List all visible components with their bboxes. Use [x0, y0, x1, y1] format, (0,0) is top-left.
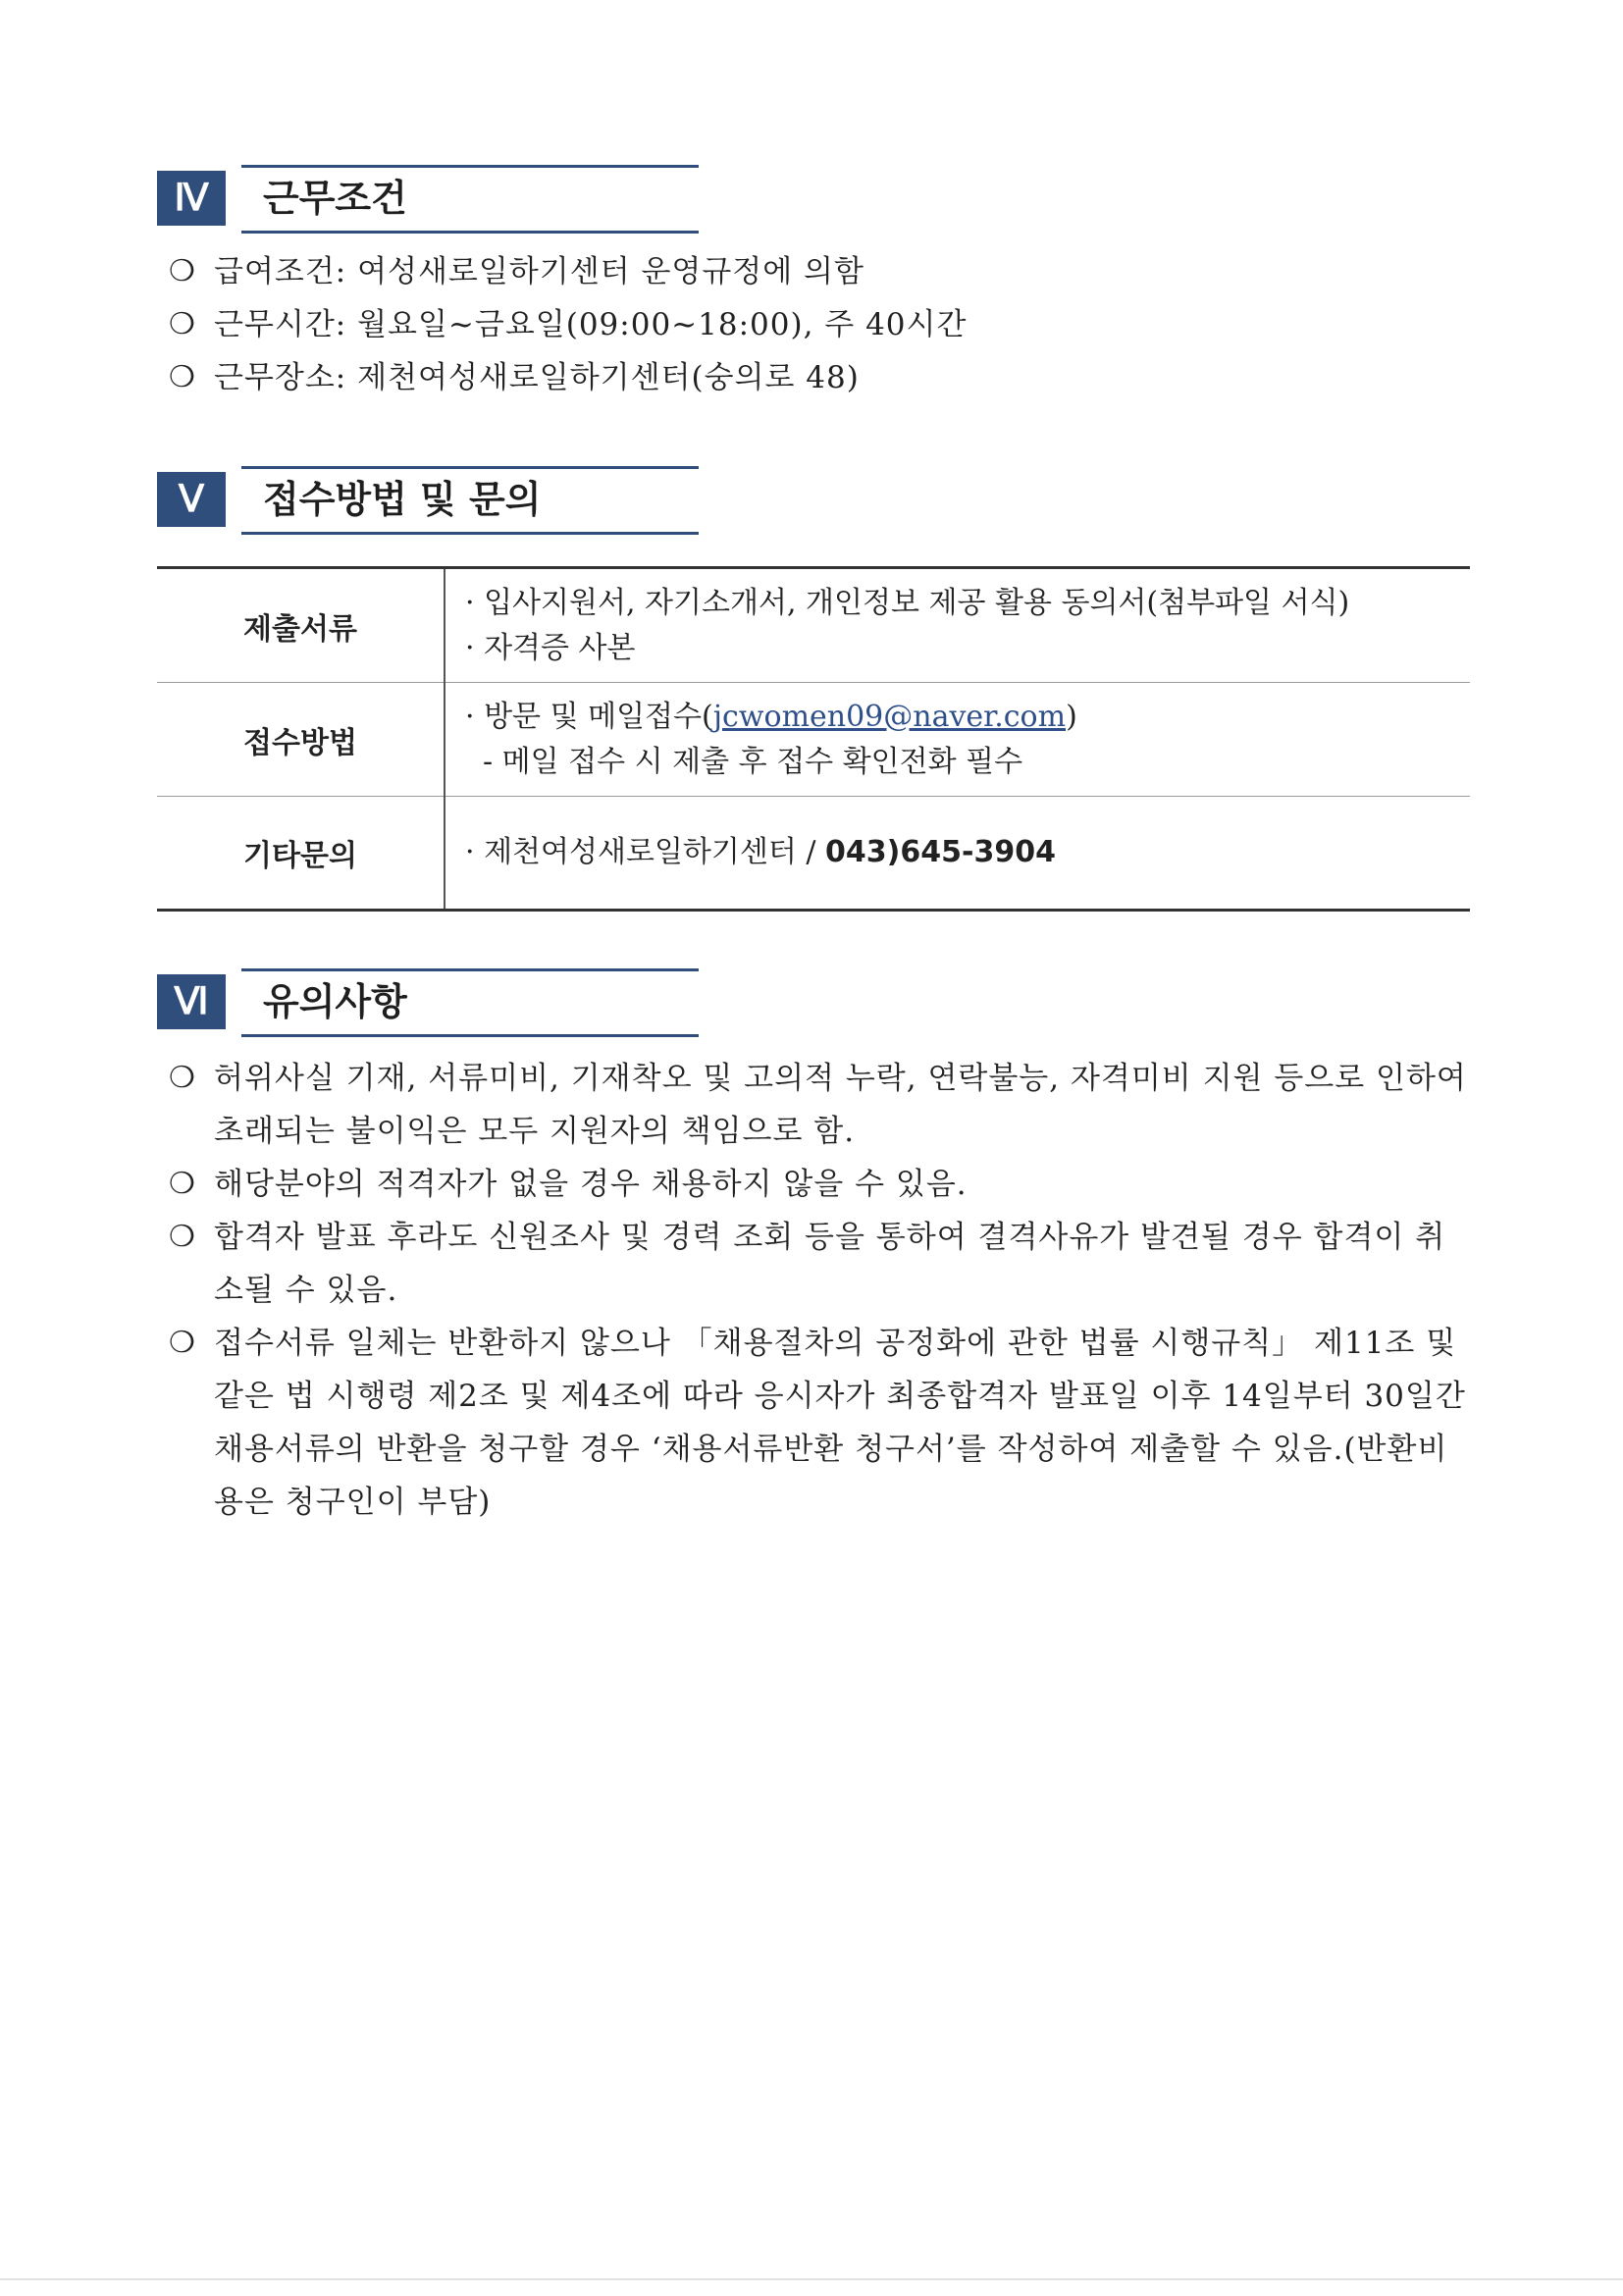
list-item: ❍ 급여조건: 여성새로일하기센터 운영규정에 의함	[169, 245, 967, 298]
list-item: ❍ 허위사실 기재, 서류미비, 기재착오 및 고의적 누락, 연락불능, 자격미비 지원 등으로 인하여 초래되는 불이익은 모두 지원자의 책임으로 함.	[169, 1052, 1474, 1158]
list-item: ❍ 합격자 발표 후라도 신원조사 및 경력 조회 등을 통하여 결격사유가 발견될 경우 합격이 취소될 수 있음.	[169, 1211, 1474, 1317]
row-label-inquiry: 기타문의	[157, 797, 445, 911]
section-5-title-bar	[241, 466, 699, 535]
notice-list	[169, 1052, 1474, 1529]
circle-bullet-icon: ❍	[169, 1326, 196, 1360]
row-content-inquiry: · 제천여성새로일하기센터 / 043)645-3904	[445, 797, 1470, 911]
section-6-title-bar	[241, 968, 699, 1037]
list-item: ❍ 접수서류 일체는 반환하지 않으나 「채용절차의 공정화에 관한 법률 시행규칙」 제11조 및 같은 법 시행령 제2조 및 제4조에 따라 응시자가 최종합격자 발표일 이후 14일부터 30일간 채용서류의 반환을 청구할 경우 ‘채용서류반환 청구서’를 작성하여 제출할 수 있음.(반환비용은 청구인이 부담)	[169, 1317, 1474, 1529]
circle-bullet-icon: ❍	[169, 360, 196, 394]
section-5-title: 접수방법 및 문의	[263, 478, 542, 521]
email-link[interactable]: jcwomen09@naver.com	[712, 699, 1067, 734]
table-row	[157, 683, 1470, 797]
circle-bullet-icon: ❍	[169, 1061, 196, 1095]
section-4-title-bar	[241, 165, 699, 234]
application-info-table	[157, 566, 1470, 912]
row-content-documents: · 입사지원서, 자기소개서, 개인정보 제공 활용 동의서(첨부파일 서식) · 자격증 사본	[465, 585, 1350, 665]
circle-bullet-icon: ❍	[169, 1220, 196, 1254]
section-5-number: Ⅴ	[157, 472, 226, 527]
table-row	[157, 797, 1470, 911]
page-bottom-edge	[0, 2278, 1623, 2280]
circle-bullet-icon: ❍	[169, 254, 196, 288]
circle-bullet-icon: ❍	[169, 307, 196, 341]
list-item: ❍ 해당분야의 적격자가 없을 경우 채용하지 않을 수 있음.	[169, 1158, 1474, 1211]
row-content-method: · 방문 및 메일접수(jcwomen09@naver.com) - 메일 접수 시 제출 후 접수 확인전화 필수	[445, 683, 1470, 797]
section-4-title: 근무조건	[263, 177, 407, 220]
row-label-documents: 제출서류	[157, 568, 445, 683]
work-conditions-list	[169, 245, 967, 404]
section-6-number: Ⅵ	[157, 974, 226, 1029]
table-row	[157, 568, 1470, 683]
circle-bullet-icon: ❍	[169, 1167, 196, 1201]
section-6-title: 유의사항	[263, 980, 407, 1023]
phone-number: 043)645-3904	[825, 835, 1056, 869]
list-item: ❍ 근무장소: 제천여성새로일하기센터(숭의로 48)	[169, 351, 967, 404]
list-item: ❍ 근무시간: 월요일~금요일(09:00~18:00), 주 40시간	[169, 298, 967, 351]
row-label-method: 접수방법	[157, 683, 445, 797]
section-4-number: Ⅳ	[157, 171, 226, 226]
